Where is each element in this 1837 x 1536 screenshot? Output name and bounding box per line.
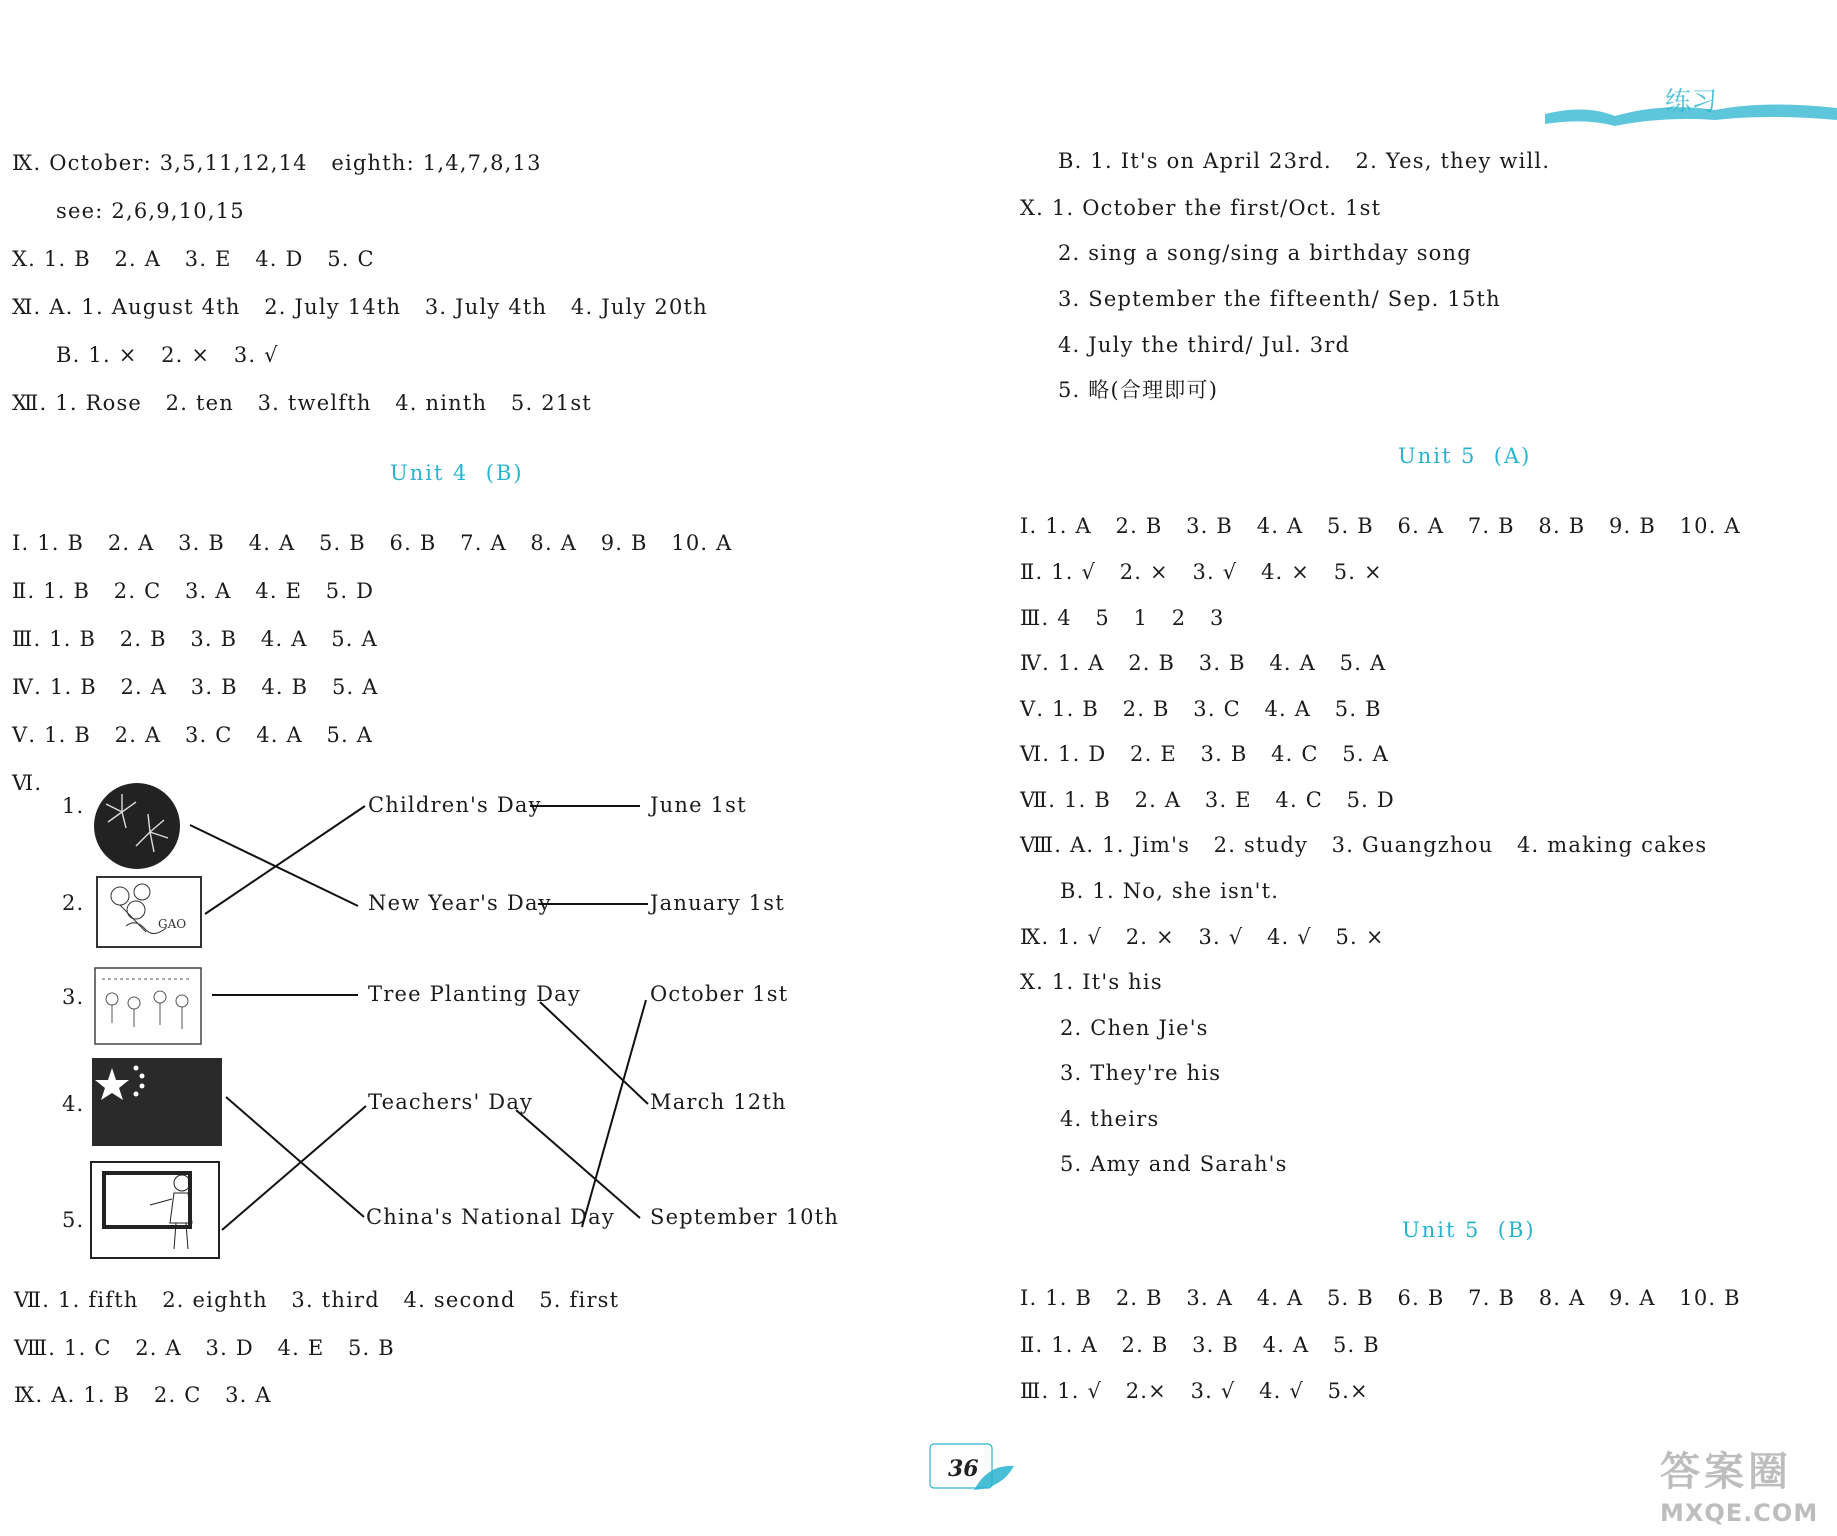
answer-line: 2. sing a song/sing a birthday song	[1058, 241, 1472, 265]
answer-line: 4. July the third/ Jul. 3rd	[1058, 333, 1351, 357]
holiday-label: Teachers' Day	[368, 1090, 534, 1114]
header-wave-decoration	[1545, 80, 1837, 130]
answer-line: Ⅹ. 1. October the first/Oct. 1st	[1020, 196, 1382, 220]
answer-line: 4. theirs	[1060, 1107, 1160, 1131]
match-number: 3.	[62, 985, 85, 1009]
answer-line: Ⅶ. 1. fifth 2. eighth 3. third 4. second 5. first	[14, 1288, 620, 1312]
answer-line: 5. 略(合理即可)	[1058, 378, 1219, 402]
answer-line: B. 1. × 2. × 3. √	[56, 343, 279, 367]
answer-line: Ⅲ. 1. B 2. B 3. B 4. A 5. A	[12, 627, 378, 651]
answer-line: Ⅹ. 1. It's his	[1020, 970, 1163, 994]
answer-line: Ⅰ. 1. A 2. B 3. B 4. A 5. B 6. A 7. B 8. B 9. B 10. A	[1020, 514, 1741, 538]
match-number: 2.	[62, 891, 85, 915]
answer-line: Ⅻ. 1. Rose 2. ten 3. twelfth 4. ninth 5. 21st	[12, 391, 592, 415]
match-number: 4.	[62, 1092, 85, 1116]
match-number: 1.	[62, 794, 85, 818]
holiday-label: Children's Day	[368, 793, 542, 817]
holiday-label: Tree Planting Day	[368, 982, 581, 1006]
answer-line: Ⅳ. 1. A 2. B 3. B 4. A 5. A	[1020, 651, 1387, 675]
answer-line: Ⅱ. 1. A 2. B 3. B 4. A 5. B	[1020, 1333, 1380, 1357]
answer-line: 2. Chen Jie's	[1060, 1016, 1209, 1040]
unit-title: Unit 5 (B)	[1402, 1218, 1536, 1242]
answer-line: Ⅱ. 1. B 2. C 3. A 4. E 5. D	[12, 579, 375, 603]
answer-line: Ⅲ. 1. √ 2.× 3. √ 4. √ 5.×	[1020, 1379, 1369, 1403]
answer-line: Ⅵ. 1. D 2. E 3. B 4. C 5. A	[1020, 742, 1389, 766]
answer-line: Ⅴ. 1. B 2. B 3. C 4. A 5. B	[1020, 697, 1382, 721]
watermark-url: MXQE.COM	[1660, 1499, 1819, 1527]
answer-line: Ⅸ. A. 1. B 2. C 3. A	[14, 1383, 272, 1407]
answer-line: Ⅶ. 1. B 2. A 3. E 4. C 5. D	[1020, 788, 1395, 812]
date-label: October 1st	[650, 982, 789, 1006]
date-label: June 1st	[650, 793, 747, 817]
answer-line: Ⅸ. October: 3,5,11,12,14 eighth: 1,4,7,8,13	[12, 151, 542, 175]
header-brand-glyphs: 练习	[1665, 87, 1718, 117]
watermark	[1660, 1440, 1830, 1530]
answer-line: 5. Amy and Sarah's	[1060, 1152, 1288, 1176]
holiday-label: China's National Day	[366, 1205, 615, 1229]
matching-section-label: Ⅵ.	[12, 771, 43, 795]
date-label: March 12th	[650, 1090, 787, 1114]
answer-line: Ⅸ. 1. √ 2. × 3. √ 4. √ 5. ×	[1020, 925, 1385, 949]
answer-line: Ⅷ. 1. C 2. A 3. D 4. E 5. B	[14, 1336, 395, 1360]
answer-line: Ⅷ. A. 1. Jim's 2. study 3. Guangzhou 4. making cakes	[1020, 833, 1708, 857]
answer-line: Ⅴ. 1. B 2. A 3. C 4. A 5. A	[12, 723, 374, 747]
answer-line: Ⅲ. 4 5 1 2 3	[1020, 606, 1225, 630]
answer-line: Ⅰ. 1. B 2. B 3. A 4. A 5. B 6. B 7. B 8. A 9. A 10. B	[1020, 1286, 1741, 1310]
answer-line: 3. September the fifteenth/ Sep. 15th	[1058, 287, 1501, 311]
match-number: 5.	[62, 1208, 85, 1232]
answer-line: Ⅹ. 1. B 2. A 3. E 4. D 5. C	[12, 247, 375, 271]
holiday-label: New Year's Day	[368, 891, 552, 915]
answer-line: Ⅺ. A. 1. August 4th 2. July 14th 3. July 4th 4. July 20th	[12, 295, 708, 319]
answer-line: 3. They're his	[1060, 1061, 1222, 1085]
date-label: September 10th	[650, 1205, 840, 1229]
page-number: 36	[948, 1456, 979, 1482]
matching-lines	[0, 0, 820, 1300]
svg-text:GAO: GAO	[158, 917, 187, 931]
answer-line: Ⅰ. 1. B 2. A 3. B 4. A 5. B 6. B 7. A 8. A 9. B 10. A	[12, 531, 733, 555]
watermark-brand: 答案圈	[1660, 1449, 1792, 1495]
answer-line: see: 2,6,9,10,15	[56, 199, 245, 223]
unit-title: Unit 4 (B)	[390, 461, 524, 485]
unit-title: Unit 5 (A)	[1398, 444, 1532, 468]
answer-line: B. 1. No, she isn't.	[1060, 879, 1280, 903]
answer-line: B. 1. It's on April 23rd. 2. Yes, they will.	[1058, 149, 1551, 173]
answer-line: Ⅳ. 1. B 2. A 3. B 4. B 5. A	[12, 675, 379, 699]
answer-line: Ⅱ. 1. √ 2. × 3. √ 4. × 5. ×	[1020, 560, 1383, 584]
date-label: January 1st	[650, 891, 785, 915]
